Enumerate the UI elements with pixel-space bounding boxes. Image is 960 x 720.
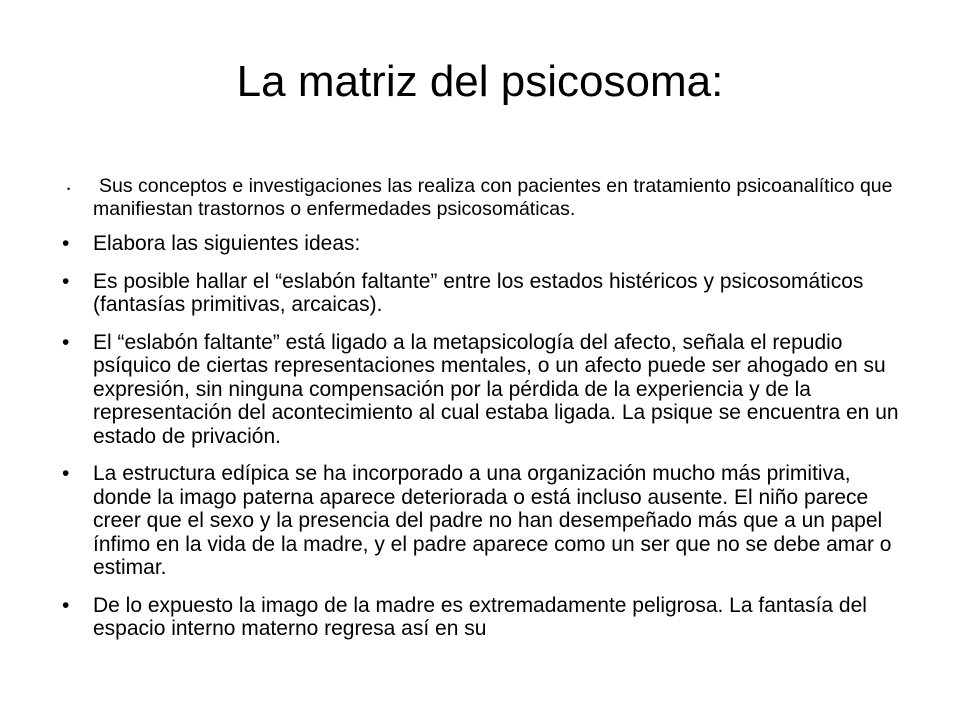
bullet-dot-icon: • bbox=[67, 184, 71, 194]
bullet-item-5 bbox=[62, 462, 908, 580]
bullet-text: Sus conceptos e investigaciones las realiza con pacientes en tratamiento psicoanalítico que manifiestan trastornos o enfermedades psicosomáticas. bbox=[93, 175, 893, 220]
bullet-item-3 bbox=[62, 270, 908, 317]
bullet-text: De lo expuesto la imago de la madre es extremadamente peligrosa. La fantasía del espacio interno materno regresa así en su bbox=[93, 593, 867, 640]
bullet-text: El “eslabón faltante” está ligado a la metapsicología del afecto, señala el repudio psíquico de ciertas representaciones mentales, o un afecto puede ser ahogado en su expresión, sin ninguna compensación por la pérdida de la experiencia y de la representación del acontecimiento al cual estaba ligada. La psique se encuentra en un estado de privación. bbox=[93, 330, 899, 448]
bullet-item-1 bbox=[62, 175, 908, 221]
bullet-text: Es posible hallar el “eslabón faltante” entre los estados histéricos y psicosomáticos (fantasías primitivas, arcaicas). bbox=[93, 269, 864, 316]
bullet-item-4 bbox=[62, 331, 908, 449]
bullet-dot-icon: • bbox=[62, 462, 70, 485]
bullet-list bbox=[62, 175, 908, 655]
bullet-text: La estructura edípica se ha incorporado a una organización mucho más primitiva, donde la imago paterna aparece deteriorada o está incluso ausente. El niño parece creer que el sexo y la presencia del padre no han desempeñado más que a un papel ínfimo en la vida de la madre, y el padre aparece como un ser que no se debe amar o estimar. bbox=[93, 462, 892, 579]
bullet-item-6 bbox=[62, 594, 908, 641]
bullet-text: Elabora las siguientes ideas: bbox=[93, 232, 361, 255]
bullet-dot-icon: • bbox=[62, 330, 70, 354]
bullet-dot-icon: • bbox=[62, 232, 70, 255]
bullet-dot-icon: • bbox=[62, 593, 70, 617]
slide-title: La matriz del psicosoma: bbox=[236, 57, 724, 106]
bullet-dot-icon: • bbox=[62, 269, 70, 293]
bullet-item-2 bbox=[62, 232, 908, 256]
